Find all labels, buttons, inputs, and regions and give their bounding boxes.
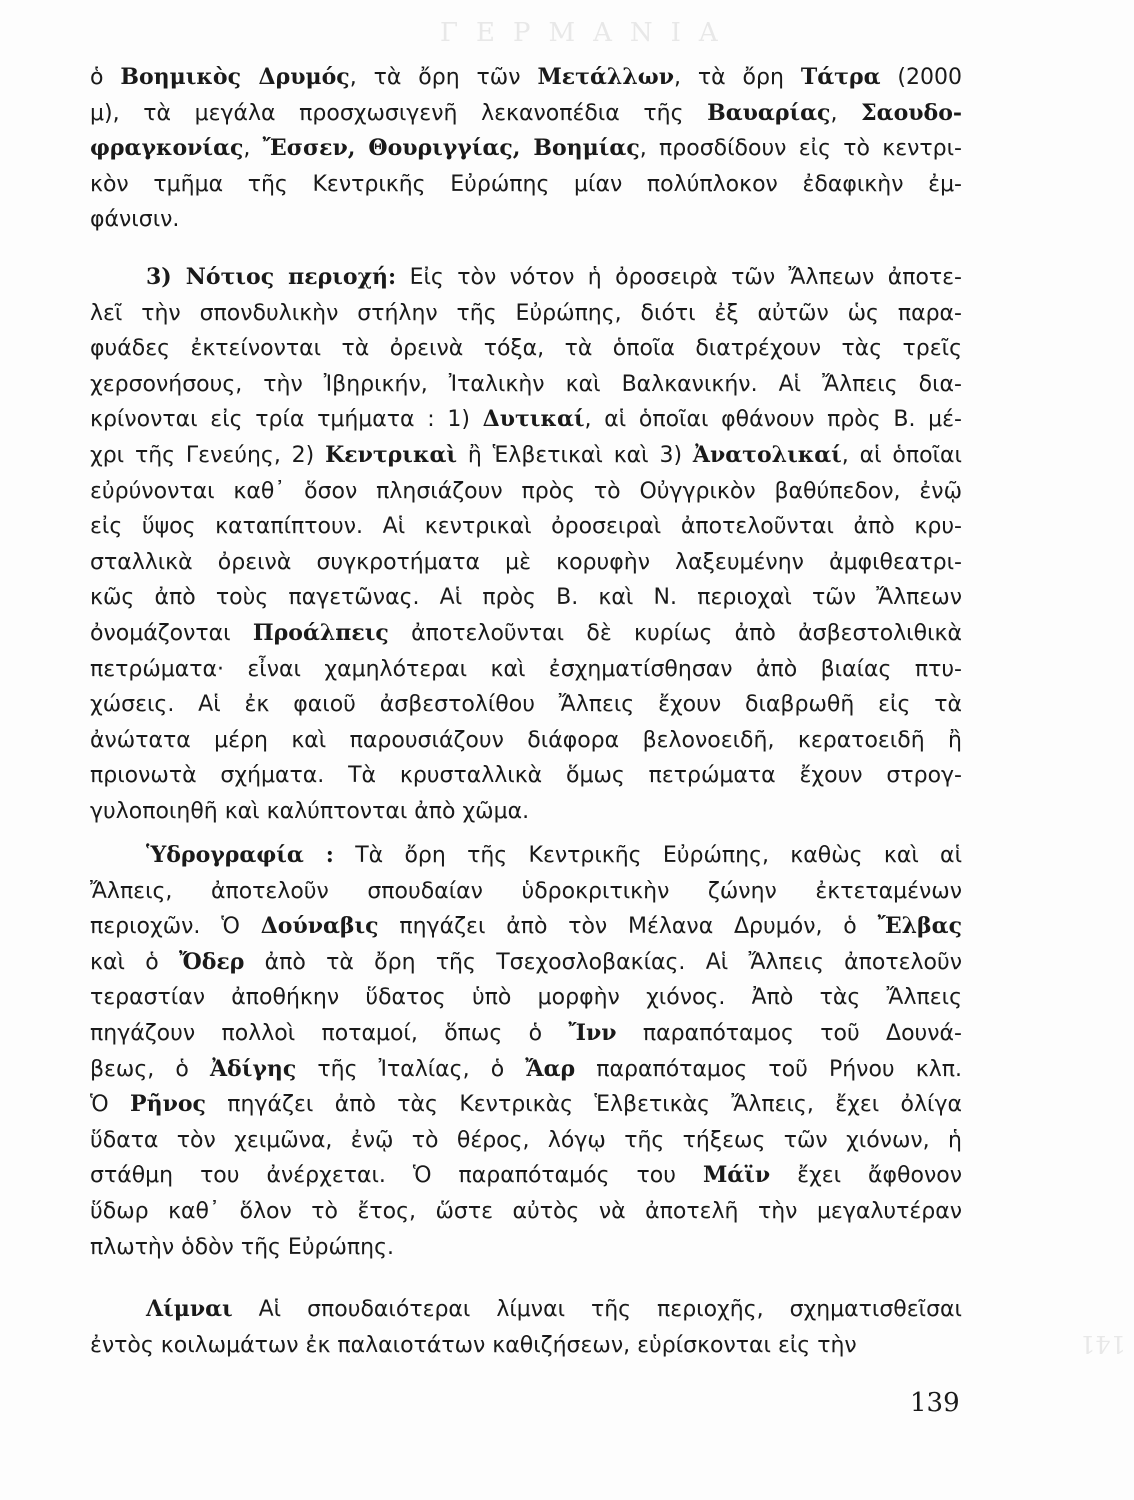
text-run: ἀνώτατα μέρη καὶ παρουσιάζουν διάφορα βελονοειδῆ, κερατοειδῆ ἢ xyxy=(90,727,962,753)
text-run: , xyxy=(243,136,263,162)
text-line xyxy=(90,1328,962,1364)
text-run: κὸν τμῆμα τῆς Κεντρικῆς Εὐρώπης μίαν πολύπλοκον ἐδαφικὴν ἐμ- xyxy=(90,171,962,197)
text-line xyxy=(90,616,962,652)
text-run: κρίνονται εἰς τρία τμήματα : 1) xyxy=(90,407,483,433)
show-through-page-number: 141 xyxy=(1080,1330,1126,1358)
bold-term: Μετάλλων xyxy=(537,64,674,90)
text-line xyxy=(90,402,962,438)
text-line xyxy=(90,838,962,874)
bold-term: Δούναβις xyxy=(260,913,379,940)
bold-term: Τάτρα xyxy=(800,64,881,90)
paragraph-lakes xyxy=(90,1292,962,1363)
text-line xyxy=(90,1292,962,1328)
bold-term: Ἀδίγης xyxy=(209,1055,297,1082)
bold-term: Ἔλβας xyxy=(877,913,962,940)
text-line xyxy=(90,296,962,332)
text-run: ὕδατα τὸν χειμῶνα, ἐνῷ τὸ θέρος, λόγῳ τῆς τήξεως τῶν χιόνων, ἡ xyxy=(90,1127,962,1153)
text-line xyxy=(90,1194,962,1230)
text-run: , τὰ ὄρη xyxy=(673,65,801,90)
text-run: πετρώματα· εἶναι χαμηλότεραι καὶ ἐσχηματίσθησαν ἀπὸ βιαίας πτυ- xyxy=(90,656,962,682)
text-line xyxy=(90,980,962,1016)
text-line xyxy=(90,202,962,238)
text-run: ἐντὸς κοιλωμάτων ἐκ παλαιοτάτων καθιζήσεων, εὑρίσκονται εἰς τὴν xyxy=(90,1332,857,1358)
text-run: ἀποτελοῦνται δὲ κυρίως ἀπὸ ἀσβεστολιθικὰ xyxy=(388,620,962,646)
bold-term: Βαυαρίας xyxy=(707,99,831,126)
text-run: τῆς Ἰταλίας, ὁ xyxy=(296,1056,526,1082)
text-run: , αἱ ὁποῖαι φθάνουν πρὸς Β. μέ- xyxy=(584,407,962,433)
text-run: ἢ Ἑλβετικαὶ καὶ 3) xyxy=(457,442,693,468)
text-line xyxy=(90,96,962,132)
text-run: γυλοποιηθῆ καὶ καλύπτονται ἀπὸ χῶμα. xyxy=(90,798,530,824)
text-line xyxy=(90,1087,962,1123)
text-line xyxy=(90,474,962,510)
text-line xyxy=(90,367,962,403)
bold-term: Βοημικὸς Δρυμός xyxy=(120,64,350,90)
text-line xyxy=(90,1016,962,1052)
text-run: (2000 xyxy=(880,65,962,90)
bold-term: Ἴνν xyxy=(568,1019,617,1046)
text-line xyxy=(90,167,962,203)
text-run: Εἰς τὸν νότον ἡ ὀροσειρὰ τῶν Ἄλπεων ἀποτε- xyxy=(396,265,962,290)
text-run: ἀπὸ τὰ ὄρη τῆς Τσεχοσλοβακίας. Αἱ Ἄλπεις ἀποτελοῦν xyxy=(244,949,962,975)
text-line xyxy=(90,1230,962,1266)
text-line xyxy=(90,874,962,910)
text-run: ὕδωρ καθ᾽ ὅλον τὸ ἔτος, ὥστε αὐτὸς νὰ ἀποτελῆ τὴν μεγαλυτέραν xyxy=(90,1198,962,1224)
text-run: χώσεις. Αἱ ἐκ φαιοῦ ἀσβεστολίθου Ἄλπεις ἔχουν διαβρωθῆ εἰς τὰ xyxy=(90,692,962,718)
bold-term: Κεντρικαὶ xyxy=(325,441,458,468)
text-run: στάθμη του ἀνέρχεται. Ὁ παραπόταμός του xyxy=(90,1163,703,1189)
text-run: φυάδες ἐκτείνονται τὰ ὀρεινὰ τόξα, τὰ ὁποῖα διατρέχουν τὰς τρεῖς xyxy=(90,336,962,362)
bold-term: Ρῆνος xyxy=(130,1091,206,1118)
text-run: Τὰ ὄρη τῆς Κεντρικῆς Εὐρώπης, καθὼς καὶ αἱ xyxy=(333,843,962,868)
text-run: ἔχει ἄφθονον xyxy=(770,1163,962,1189)
text-run: λεῖ τὴν σπονδυλικὴν στήλην τῆς Εὐρώπης, διότι ἐξ αὐτῶν ὡς παρα- xyxy=(90,300,962,326)
text-line xyxy=(90,1123,962,1159)
bold-term: Μάϊν xyxy=(702,1162,771,1189)
text-run: παραπόταμος τοῦ Ρήνου κλπ. xyxy=(575,1056,962,1082)
text-line xyxy=(90,945,962,981)
text-line xyxy=(90,60,962,96)
text-line xyxy=(90,652,962,688)
text-run: παραπόταμος τοῦ Δουνά- xyxy=(616,1020,962,1046)
text-run: καὶ ὁ xyxy=(90,949,179,975)
bold-term: 3) Νότιος περιοχή: xyxy=(146,264,397,290)
text-run: εὐρύνονται καθ᾽ ὅσον πλησιάζουν πρὸς τὸ Οὐγγρικὸν βαθύπεδον, ἐνῷ xyxy=(90,478,962,504)
text-line xyxy=(90,331,962,367)
text-line xyxy=(90,509,962,545)
text-run: κῶς ἀπὸ τοὺς παγετῶνας. Αἱ πρὸς Β. καὶ Ν. περιοχαὶ τῶν Ἄλπεων xyxy=(90,585,962,611)
bold-term: Ἄαρ xyxy=(525,1055,576,1082)
bold-term: Σαουδο- xyxy=(861,99,962,126)
text-line xyxy=(90,1052,962,1088)
bold-term: Ἀνατολικαί xyxy=(692,441,842,468)
text-run: Αἱ σπουδαιότεραι λίμναι τῆς περιοχῆς, σχηματισθεῖσαι xyxy=(232,1297,962,1322)
text-run: περιοχῶν. Ὁ xyxy=(90,914,261,940)
text-run: πηγάζουν πολλοὶ ποταμοί, ὅπως ὁ xyxy=(90,1020,569,1046)
text-run: Ὁ xyxy=(90,1092,131,1118)
text-run: σταλλικὰ ὀρεινὰ συγκροτήματα μὲ κορυφὴν λαξευμένην ἀμφιθεατρι- xyxy=(90,549,962,575)
text-run: ὁ xyxy=(90,65,121,90)
text-run: , προσδίδουν εἰς τὸ κεντρι- xyxy=(639,136,962,162)
text-run: , αἱ ὁποῖαι xyxy=(841,442,962,468)
text-run: τεραστίαν ἀποθήκην ὕδατος ὑπὸ μορφὴν χιόνος. Ἀπὸ τὰς Ἄλπεις xyxy=(90,985,962,1011)
text-line xyxy=(90,545,962,581)
text-line xyxy=(90,131,962,167)
text-line xyxy=(90,723,962,759)
text-line xyxy=(90,260,962,296)
text-run: πηγάζει ἀπὸ τὰς Κεντρικὰς Ἑλβετικὰς Ἄλπεις, ἔχει ὀλίγα xyxy=(205,1092,962,1118)
text-run: , τὰ ὄρη τῶν xyxy=(349,65,538,90)
bold-term: Ὑδρογραφία : xyxy=(146,842,334,868)
text-run: ὀνομάζονται xyxy=(90,620,253,646)
text-line xyxy=(90,580,962,616)
text-run: χερσονήσους, τὴν Ἰβηρικήν, Ἰταλικὴν καὶ Βαλκανικήν. Αἱ Ἄλπεις δια- xyxy=(90,371,962,397)
text-run: βεως, ὁ xyxy=(90,1056,210,1082)
paragraph-southern-region xyxy=(90,260,962,830)
paragraph-mountains xyxy=(90,60,962,238)
show-through-header: ΓΕΡΜΑΝΙΑ xyxy=(440,18,736,48)
text-line xyxy=(90,909,962,945)
bold-term: Δυτικαί xyxy=(482,406,585,433)
text-run: , xyxy=(830,100,862,126)
text-run: Ἄλπεις, ἀποτελοῦν σπουδαίαν ὑδροκριτικὴν ζώνην ἐκτεταμένων xyxy=(90,878,962,904)
bold-term: φραγκονίας xyxy=(90,135,244,162)
text-run: χρι τῆς Γενεύης, 2) xyxy=(90,442,326,468)
bold-term: Ὄδερ xyxy=(178,948,245,975)
text-run: πηγάζει ἀπὸ τὸν Μέλανα Δρυμόν, ὁ xyxy=(378,914,878,940)
bold-term: Ἔσσεν, Θουριγγίας, Βοημίας xyxy=(262,135,640,162)
page-number: 139 xyxy=(910,1388,960,1418)
text-run: πλωτὴν ὁδὸν τῆς Εὐρώπης. xyxy=(90,1234,395,1260)
text-run: φάνισιν. xyxy=(90,207,180,233)
text-line xyxy=(90,794,962,830)
text-line xyxy=(90,438,962,474)
text-run: μ), τὰ μεγάλα προσχωσιγενῆ λεκανοπέδια τῆς xyxy=(90,100,708,126)
text-line xyxy=(90,687,962,723)
text-line xyxy=(90,758,962,794)
bold-term: Προάλπεις xyxy=(252,619,389,646)
paragraph-hydrography xyxy=(90,838,962,1265)
text-line xyxy=(90,1158,962,1194)
text-run: εἰς ὕψος καταπίπτουν. Αἱ κεντρικαὶ ὀροσειραὶ ἀποτελοῦνται ἀπὸ κρυ- xyxy=(90,514,962,540)
text-run: πριονωτὰ σχήματα. Τὰ κρυσταλλικὰ ὅμως πετρώματα ἔχουν στρογ- xyxy=(90,763,962,789)
bold-term: Λίμναι xyxy=(146,1296,233,1322)
